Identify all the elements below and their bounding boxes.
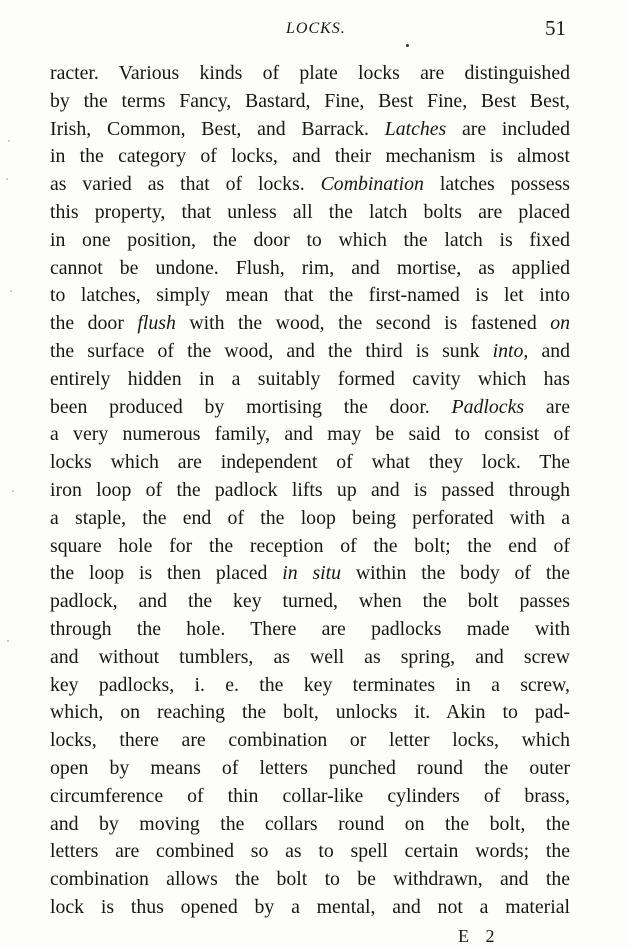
page-number: 51 <box>545 16 566 40</box>
text-line: which, on reaching the bolt, unlocks it. Akin to pad- <box>50 701 570 724</box>
text-line: open by means of letters punched round the outer <box>50 756 570 779</box>
text-line: iron loop of the padlock lifts up and is passed through <box>50 478 570 501</box>
text-line: and by moving the collars round on the bolt, the <box>50 812 570 835</box>
text-line: padlock, and the key turned, when the bolt passes <box>50 590 570 613</box>
text-line: in one position, the door to which the latch is fixed <box>50 228 570 251</box>
text-line: by the terms Fancy, Bastard, Fine, Best Fine, Best Best, <box>50 89 570 112</box>
text-line: lock is thus opened by a mental, and not a material <box>50 895 570 918</box>
body-text <box>50 60 570 922</box>
text-line: Irish, Common, Best, and Barrack. Latches are included <box>50 117 571 140</box>
text-line: locks, there are combination or letter locks, which <box>50 729 570 752</box>
margin-speck <box>8 140 10 142</box>
text-line: locks which are independent of what they lock. The <box>50 451 570 474</box>
text-line: to latches, simply mean that the first-named is let into <box>50 284 570 307</box>
margin-speck <box>6 178 8 180</box>
text-line: a staple, the end of the loop being perforated with a <box>50 506 570 529</box>
margin-speck <box>7 640 9 642</box>
text-line: through the hole. There are padlocks made with <box>50 617 570 640</box>
text-line: as varied as that of locks. Combination latches possess <box>50 173 570 196</box>
running-title: LOCKS. <box>286 20 346 37</box>
text-line: and without tumblers, as well as spring, and screw <box>50 645 570 668</box>
text-line: letters are combined so as to spell certain words; the <box>50 840 570 863</box>
text-line: cannot be undone. Flush, rim, and mortise, as applied <box>50 256 570 279</box>
signature-mark: E 2 <box>458 926 501 946</box>
text-line: key padlocks, i. e. the key terminates in a screw, <box>50 673 570 696</box>
text-line: entirely hidden in a suitably formed cavity which has <box>50 367 570 390</box>
margin-speck <box>12 490 14 492</box>
text-line: this property, that unless all the latch bolts are placed <box>50 200 570 223</box>
text-line: racter. Various kinds of plate locks are distinguished <box>50 62 570 84</box>
text-line: the door flush with the wood, the second is fastened on <box>50 312 570 335</box>
text-line: the loop is then placed in situ within the body of the <box>50 562 570 585</box>
margin-speck <box>10 290 12 292</box>
text-line: the surface of the wood, and the third is sunk into, and <box>50 339 571 362</box>
ink-speck <box>406 44 409 47</box>
text-line: square hole for the reception of the bolt; the end of <box>50 534 570 557</box>
text-line: been produced by mortising the door. Padlocks are <box>50 395 570 418</box>
text-line: a very numerous family, and may be said to consist of <box>50 423 570 446</box>
text-line: combination allows the bolt to be withdrawn, and the <box>50 868 570 891</box>
text-line: in the category of locks, and their mechanism is almost <box>50 145 570 168</box>
running-head <box>0 16 630 44</box>
text-line: circumference of thin collar-like cylinders of brass, <box>50 784 570 807</box>
